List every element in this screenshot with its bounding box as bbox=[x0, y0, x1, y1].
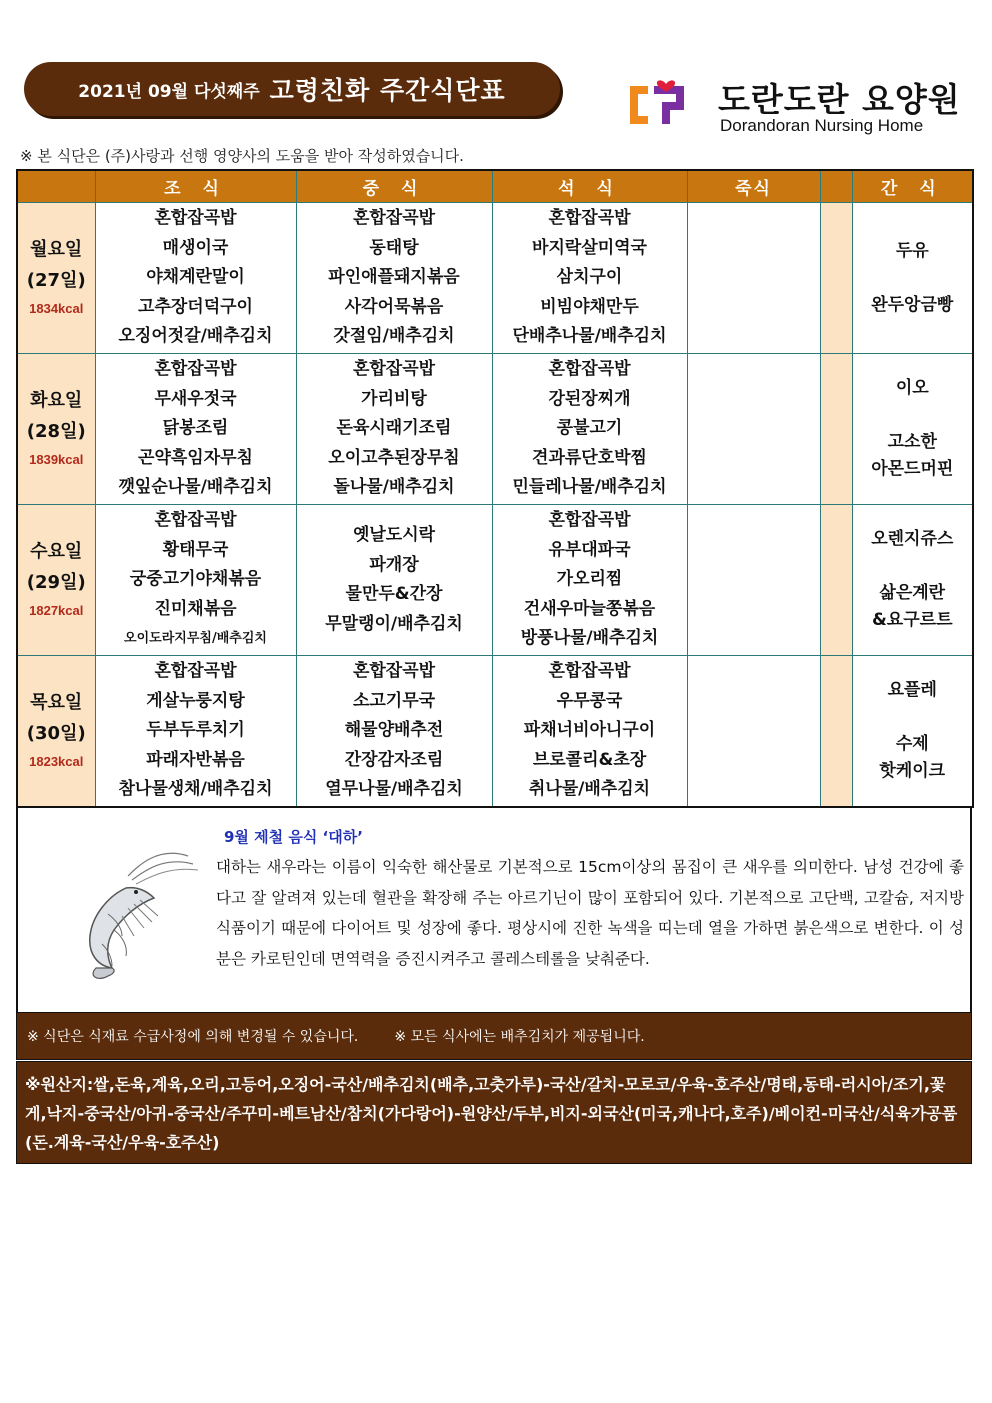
menu-item: 견과류단호박찜 bbox=[532, 447, 647, 468]
notice-change: ※ 식단은 식재료 수급사정에 의해 변경될 수 있습니다. bbox=[27, 1029, 359, 1045]
day-cell bbox=[17, 354, 95, 505]
snack-item: 이오 bbox=[895, 378, 929, 398]
day-kcal: 1827kcal bbox=[29, 603, 84, 618]
breakfast-cell bbox=[95, 656, 296, 808]
day-cell bbox=[17, 656, 95, 808]
porridge-cell bbox=[687, 354, 820, 505]
menu-item: 닭봉조림 bbox=[162, 418, 229, 439]
menu-item: 혼합잡곡밥 bbox=[548, 359, 631, 380]
table-row bbox=[17, 354, 973, 505]
breakfast-cell bbox=[95, 203, 296, 354]
menu-item: 옛날도시락 bbox=[352, 525, 436, 545]
menu-item: 깻잎순나물/배추김치 bbox=[118, 477, 273, 498]
menu-item: 콩불고기 bbox=[556, 418, 623, 439]
logo-english: Dorandoran Nursing Home bbox=[720, 116, 924, 135]
blank-cell bbox=[820, 354, 852, 505]
menu-item: 혼합잡곡밥 bbox=[154, 208, 237, 229]
header-snack: 간 식 bbox=[852, 170, 973, 203]
porridge-cell bbox=[687, 203, 820, 354]
day-date: (27일) bbox=[26, 270, 86, 291]
day-date: (30일) bbox=[26, 723, 86, 744]
lunch-cell bbox=[296, 354, 492, 505]
snack-item: 수제 bbox=[895, 734, 929, 754]
menu-item: 파개장 bbox=[369, 554, 419, 575]
snack-item: 두유 bbox=[895, 240, 929, 261]
dinner-cell bbox=[492, 354, 687, 505]
day-date: (28일) bbox=[26, 421, 86, 442]
porridge-cell bbox=[687, 656, 820, 808]
menu-item: 혼합잡곡밥 bbox=[154, 661, 237, 682]
snack-cell bbox=[852, 203, 973, 354]
weekly-menu-table bbox=[16, 169, 974, 808]
page-title: 고령친화 주간식단표 bbox=[269, 76, 506, 105]
header-porridge: 죽식 bbox=[687, 170, 820, 203]
nutrition-note: ※ 본 식단은 (주)사랑과 선행 영양사의 도움을 받아 작성하였습니다. bbox=[20, 147, 464, 165]
menu-item: 오이고추된장무침 bbox=[328, 447, 460, 468]
snack-item: 핫케이크 bbox=[879, 761, 946, 781]
header-dinner: 석 식 bbox=[492, 170, 687, 203]
menu-item: 취나물/배추김치 bbox=[528, 779, 651, 800]
heart-bracket-logo-icon bbox=[626, 76, 702, 132]
day-date: (29일) bbox=[26, 572, 86, 593]
porridge-cell bbox=[687, 505, 820, 656]
lunch-cell bbox=[296, 656, 492, 808]
snack-item: 완두앙금빵 bbox=[871, 294, 954, 315]
menu-item: 혼합잡곡밥 bbox=[154, 510, 237, 531]
table-row bbox=[17, 203, 973, 354]
menu-item: 게살누룽지탕 bbox=[146, 690, 245, 711]
menu-item: 가오리찜 bbox=[556, 569, 623, 590]
menu-item: 오징어젓갈/배추김치 bbox=[118, 326, 273, 347]
menu-item: 오이도라지무침/배추김치 bbox=[124, 631, 267, 647]
day-cell bbox=[17, 505, 95, 656]
menu-item: 사각어묵볶음 bbox=[344, 296, 444, 317]
header-blank bbox=[820, 170, 852, 203]
menu-item: 혼합잡곡밥 bbox=[352, 208, 436, 229]
menu-item: 두부두루치기 bbox=[146, 720, 245, 741]
day-name: 화요일 bbox=[30, 390, 83, 411]
notice-bar bbox=[16, 1012, 972, 1060]
menu-item: 삼치구이 bbox=[556, 267, 623, 288]
menu-item: 무새우젓국 bbox=[154, 388, 237, 409]
breakfast-cell bbox=[95, 505, 296, 656]
snack-item: 요플레 bbox=[887, 680, 937, 700]
shrimp-illustration bbox=[68, 836, 228, 986]
origin-info: ※원산지:쌀,돈육,계육,오리,고등어,오징어-국산/배추김치(배추,고춧가루)-국산/갈치-모로코/우육-호주산/명태,동태-러시아/조기,꽃게,낙지-중국산/아귀-중국산/주꾸미-베트남산/참치(가다랑어)-원양산/두부,비지-외국산(미국,캐나다,호주)/베이컨-미국산/식육가공품(돈.계육-국산/우육-호주산) bbox=[16, 1061, 972, 1164]
day-kcal: 1834kcal bbox=[29, 301, 84, 316]
season-heading: 9월 제철 음식 ‘대하’ bbox=[224, 828, 363, 846]
menu-item: 혼합잡곡밥 bbox=[548, 208, 631, 229]
menu-item: 진미채볶음 bbox=[154, 598, 237, 619]
menu-item: 방풍나물/배추김치 bbox=[520, 628, 659, 649]
season-body: 대하는 새우라는 이름이 익숙한 해산물로 기본적으로 15cm이상의 몸집이 큰 새우를 의미한다. 남성 건강에 좋다고 잘 알려져 있는데 혈관을 확장해 주는 아르기닌이 많이 포함되어 있다. 기본적으로 고단백, 고칼슘, 저지방 식품이기 때문에 다이어트 및 성장에 좋다. 평상시에 진한 녹색을 띠는데 열을 가하면 붉은색으로 변한다. 이 성분은 카로틴인데 면역력을 증진시켜주고 콜레스테롤을 낮춰준다. bbox=[216, 858, 964, 968]
blank-cell bbox=[820, 203, 852, 354]
menu-item: 브로콜리&초장 bbox=[532, 749, 647, 770]
header-lunch: 중 식 bbox=[296, 170, 492, 203]
snack-item: 삶은계란 bbox=[879, 583, 946, 603]
menu-item: 황태무국 bbox=[162, 539, 229, 560]
header-breakfast: 조 식 bbox=[95, 170, 296, 203]
menu-item: 혼합잡곡밥 bbox=[154, 359, 237, 380]
menu-item: 무말랭이/배추김치 bbox=[325, 613, 463, 634]
snack-cell bbox=[852, 656, 973, 808]
snack-item: 고소한 bbox=[887, 432, 937, 452]
menu-item: 건새우마늘쫑볶음 bbox=[523, 598, 656, 619]
menu-item: 비빔야채만두 bbox=[540, 296, 639, 317]
snack-item: 아몬드머핀 bbox=[871, 459, 954, 479]
menu-item: 돌나물/배추김치 bbox=[333, 477, 455, 498]
dinner-cell bbox=[492, 656, 687, 808]
menu-item: 매생이국 bbox=[162, 237, 229, 258]
menu-item: 가리비탕 bbox=[361, 388, 427, 409]
breakfast-cell bbox=[95, 354, 296, 505]
menu-item: 파래자반볶음 bbox=[146, 749, 245, 770]
menu-item: 궁중고기야채볶음 bbox=[129, 569, 262, 590]
menu-item: 열무나물/배추김치 bbox=[325, 779, 463, 800]
menu-item: 고추장더덕구이 bbox=[138, 296, 253, 317]
menu-item: 소고기무국 bbox=[352, 690, 436, 711]
menu-item: 간장감자조림 bbox=[344, 749, 444, 770]
menu-item: 강된장찌개 bbox=[548, 388, 631, 409]
menu-item: 민들레나물/배추김치 bbox=[512, 477, 667, 498]
menu-item: 단배추나물/배추김치 bbox=[512, 326, 667, 347]
day-kcal: 1839kcal bbox=[29, 452, 84, 467]
menu-item: 해물양배추전 bbox=[344, 720, 444, 741]
dinner-cell bbox=[492, 203, 687, 354]
table-header-row bbox=[17, 170, 973, 203]
menu-item: 참나물생채/배추김치 bbox=[118, 779, 273, 800]
lunch-cell bbox=[296, 203, 492, 354]
menu-item: 유부대파국 bbox=[548, 539, 631, 560]
menu-item: 파인애플돼지볶음 bbox=[328, 267, 460, 288]
menu-item: 야채계란말이 bbox=[146, 267, 245, 288]
day-name: 수요일 bbox=[30, 541, 83, 562]
menu-item: 갓절임/배추김치 bbox=[333, 326, 455, 347]
date-label: 2021년 09월 다섯째주 bbox=[78, 81, 260, 102]
blank-cell bbox=[820, 505, 852, 656]
menu-item: 돈육시래기조림 bbox=[336, 418, 452, 439]
notice-kimchi: ※ 모든 식사에는 배추김치가 제공됩니다. bbox=[394, 1029, 645, 1045]
snack-cell bbox=[852, 354, 973, 505]
menu-item: 곤약흑임자무침 bbox=[138, 447, 253, 468]
menu-item: 우무콩국 bbox=[556, 690, 623, 711]
menu-item: 혼합잡곡밥 bbox=[352, 359, 436, 380]
menu-item: 바지락살미역국 bbox=[532, 237, 647, 258]
menu-item: 혼합잡곡밥 bbox=[352, 661, 436, 682]
table-row bbox=[17, 505, 973, 656]
title-banner bbox=[24, 62, 560, 116]
snack-cell bbox=[852, 505, 973, 656]
day-cell bbox=[17, 203, 95, 354]
blank-cell bbox=[820, 656, 852, 808]
snack-item: &요구르트 bbox=[871, 610, 953, 630]
logo-name: 도란도란 요양원 bbox=[718, 80, 961, 119]
day-kcal: 1823kcal bbox=[29, 754, 84, 769]
menu-item: 파채너비아니구이 bbox=[523, 720, 656, 741]
menu-item: 동태탕 bbox=[369, 237, 419, 258]
dinner-cell bbox=[492, 505, 687, 656]
menu-item: 물만두&간장 bbox=[345, 584, 443, 604]
day-name: 월요일 bbox=[30, 239, 83, 260]
seasonal-food-section bbox=[16, 808, 972, 1014]
table-row bbox=[17, 656, 973, 808]
header-day bbox=[17, 170, 95, 203]
logo bbox=[626, 68, 966, 138]
menu-item: 혼합잡곡밥 bbox=[548, 510, 631, 531]
snack-item: 오렌지쥬스 bbox=[871, 529, 954, 549]
menu-item: 혼합잡곡밥 bbox=[548, 661, 631, 682]
day-name: 목요일 bbox=[30, 692, 83, 713]
lunch-cell bbox=[296, 505, 492, 656]
